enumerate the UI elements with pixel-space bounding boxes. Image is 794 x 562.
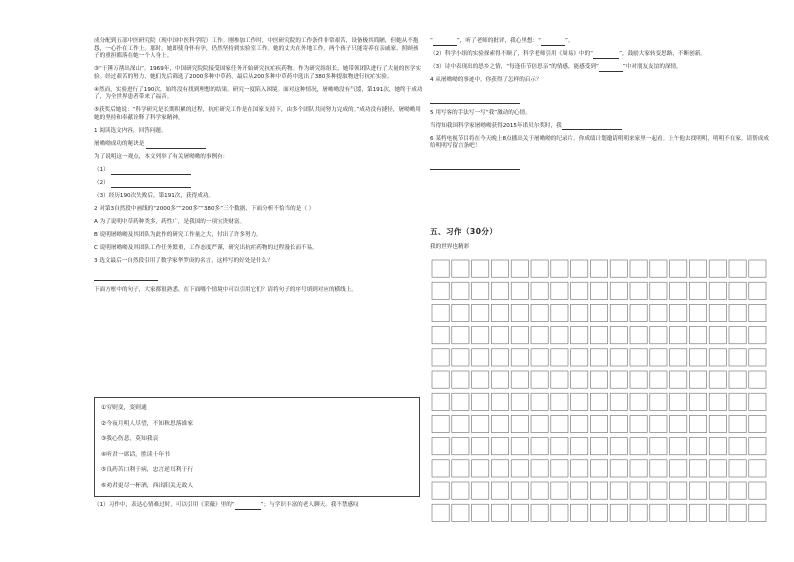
grid-cell[interactable]: [571, 504, 588, 521]
grid-cell[interactable]: [630, 415, 647, 432]
grid-cell[interactable]: [689, 438, 706, 455]
question-1-item-1: [94, 167, 424, 175]
grid-cell[interactable]: [491, 482, 508, 499]
passage-paragraph-3: ④然而，实验进行了190次，始终没有找到理想的结果。研究一度陷入困境。面对这种情况，屠呦呦没有气馁，第191次，她终于成功了，为全世界患者带来了福音。: [94, 86, 423, 101]
grid-cell[interactable]: [590, 349, 607, 366]
passage-paragraph-2: ③“干锤万凿出深山”。1969年，中国研究院院接受国家任务开始研究抗疟疾药物。作为研究组组长，她带领团队进行了大量的医学实验。经过艰苦的努力，她们先后筛选了2000多种中草药，最后从200多种中草药中选出了380多种提取物进行抗疟实验。: [94, 66, 422, 80]
grid-cell[interactable]: [511, 482, 528, 499]
grid-cell[interactable]: [610, 438, 627, 455]
question-1-line-1-text: 屠呦呦成功的秘诀是: [94, 140, 145, 147]
grid-cell[interactable]: [729, 415, 746, 432]
grid-cell[interactable]: [511, 349, 528, 366]
grid-cell[interactable]: [670, 415, 687, 432]
grid-cell[interactable]: [650, 482, 667, 499]
grid-cell[interactable]: [689, 282, 706, 299]
grid-cell[interactable]: [689, 327, 706, 344]
question-4: 4 从屠呦呦的事迹中，你获得了怎样的启示？: [430, 77, 542, 84]
grid-cell[interactable]: [630, 393, 647, 410]
option-b: B 说明屠呦呦及其团队为此作的研究工作量之大，付出了许多努力。: [94, 232, 262, 239]
grid-cell[interactable]: [491, 327, 508, 344]
grid-cell[interactable]: [551, 260, 568, 277]
quotation-item-4: ④听君一席话，胜读十年书: [101, 451, 170, 458]
grid-cell[interactable]: [630, 438, 647, 455]
answer-blank[interactable]: [430, 97, 520, 104]
grid-cell[interactable]: [590, 415, 607, 432]
question-4-sub-1-text-b: ”；与学识丰富的老人聊天，我不禁感叹: [260, 502, 359, 508]
question-1-item-3: （3）经历190次失败后，第191次，获得成功。: [94, 193, 215, 200]
grid-cell[interactable]: [551, 393, 568, 410]
grid-cell[interactable]: [531, 327, 548, 344]
grid-cell[interactable]: [729, 349, 746, 366]
grid-cell[interactable]: [432, 327, 449, 344]
question-6-answer-line: [430, 163, 770, 171]
grid-cell[interactable]: [452, 327, 469, 344]
grid-cell[interactable]: [650, 349, 667, 366]
grid-cell[interactable]: [610, 482, 627, 499]
grid-cell[interactable]: [491, 438, 508, 455]
grid-cell[interactable]: [472, 393, 489, 410]
grid-cell[interactable]: [551, 460, 568, 477]
grid-cell[interactable]: [590, 504, 607, 521]
grid-cell[interactable]: [729, 282, 746, 299]
grid-cell[interactable]: [749, 504, 766, 521]
question-4-sub-1: [94, 502, 424, 510]
grid-cell[interactable]: [729, 460, 746, 477]
grid-cell[interactable]: [472, 260, 489, 277]
grid-cell[interactable]: [670, 482, 687, 499]
grid-cell[interactable]: [590, 260, 607, 277]
grid-cell[interactable]: [670, 349, 687, 366]
grid-cell[interactable]: [551, 304, 568, 321]
grid-cell[interactable]: [571, 282, 588, 299]
grid-cell[interactable]: [670, 371, 687, 388]
grid-cell[interactable]: [749, 393, 766, 410]
grid-cell[interactable]: [551, 349, 568, 366]
grid-cell[interactable]: [590, 482, 607, 499]
grid-cell[interactable]: [432, 282, 449, 299]
grid-cell[interactable]: [491, 504, 508, 521]
grid-cell[interactable]: [472, 415, 489, 432]
item-number: （2）: [94, 180, 109, 187]
grid-cell[interactable]: [709, 460, 726, 477]
section-title: 五、习作（30分）: [430, 227, 498, 236]
passage-paragraph-1: 成分配到五部中医研究院（现中国中医科学院）工作。刚参加工作时，中医研究院的工作条件非常艰苦，设备极其简陋，但她从不抱怨，一心扑在工作上。那时，她即使身怀有孕，仍然坚持到实验室工作。她的丈夫在外地工作，两个孩子只能寄养在亲戚家，照顾孩子的重担都落在她一个人身上。: [94, 38, 419, 60]
grid-cell[interactable]: [491, 371, 508, 388]
writing-section: [430, 226, 770, 256]
grid-cell[interactable]: [650, 504, 667, 521]
grid-cell[interactable]: [491, 460, 508, 477]
grid-cell[interactable]: [531, 504, 548, 521]
question-6: 6 某档电视节目将在今天晚上8点播出关于屠呦呦的纪录片。你成绩计划邀请明明来家里一起看。上午他去找明明，明明不在家。请帮成成给明明写留言条吧！: [430, 135, 769, 150]
grid-cell[interactable]: [670, 260, 687, 277]
quotation-item-1: ①穷则变，变则通: [101, 405, 147, 411]
question-3: 3 选文最后一自然段引用了数学家华罗庚的名言，这样写的好处是什么？: [94, 258, 273, 265]
grid-cell[interactable]: [571, 482, 588, 499]
grid-cell[interactable]: [650, 282, 667, 299]
grid-cell[interactable]: [491, 415, 508, 432]
grid-cell[interactable]: [551, 371, 568, 388]
grid-cell[interactable]: [689, 415, 706, 432]
grid-cell[interactable]: [472, 504, 489, 521]
grid-cell[interactable]: [610, 393, 627, 410]
option-c: C 说明屠呦呦及其团队工作任务繁重，工作态度严谨，研究出抗疟药物的过程漫长而不易。: [94, 245, 318, 252]
grid-cell[interactable]: [670, 393, 687, 410]
grid-cell[interactable]: [432, 371, 449, 388]
grid-cell[interactable]: [630, 371, 647, 388]
grid-cell[interactable]: [729, 371, 746, 388]
grid-cell[interactable]: [531, 460, 548, 477]
grid-cell[interactable]: [630, 349, 647, 366]
grid-cell[interactable]: [689, 393, 706, 410]
grid-cell[interactable]: [709, 371, 726, 388]
question-4-sub-2: [430, 51, 770, 59]
answer-blank[interactable]: [111, 181, 191, 188]
grid-cell[interactable]: [452, 415, 469, 432]
grid-cell[interactable]: [491, 260, 508, 277]
quote-mark-close: ”。: [565, 38, 574, 44]
answer-blank[interactable]: [599, 65, 623, 72]
grid-cell[interactable]: [729, 482, 746, 499]
question-4-sub-3-text-b: ”中对朋友友谊的深情。: [622, 64, 682, 71]
grid-cell[interactable]: [531, 393, 548, 410]
grid-cell[interactable]: [531, 438, 548, 455]
question-2: 2 对第3自然段中画线的“2000多”“200多”“380多”三个数据，下面分析不恰当的是（ ）: [94, 206, 315, 213]
grid-cell[interactable]: [590, 327, 607, 344]
grid-cell[interactable]: [511, 282, 528, 299]
grid-cell[interactable]: [571, 260, 588, 277]
answer-blank[interactable]: [235, 503, 261, 510]
answer-blank[interactable]: [593, 52, 619, 59]
grid-cell[interactable]: [452, 260, 469, 277]
grid-cell[interactable]: [432, 460, 449, 477]
question-4-sub-2-text-b: ”，鼓励大家转变思路，不断创新。: [619, 51, 706, 58]
grid-cell[interactable]: [452, 482, 469, 499]
grid-cell[interactable]: [749, 460, 766, 477]
grid-cell[interactable]: [511, 304, 528, 321]
grid-cell[interactable]: [689, 260, 706, 277]
grid-cell[interactable]: [650, 260, 667, 277]
grid-cell[interactable]: [452, 504, 469, 521]
grid-cell[interactable]: [749, 282, 766, 299]
grid-cell[interactable]: [670, 327, 687, 344]
grid-cell[interactable]: [610, 282, 627, 299]
grid-cell[interactable]: [472, 482, 489, 499]
right-column: [430, 38, 770, 176]
passage-paragraph-4: ⑤获奖后她说：“科学研究是长期积累的过程，抗疟研究工作是在国家支持下，由多个团队共同努力完成的。”成功没有捷径，屠呦呦用她的坚持和奉献诠释了科学家精神。: [94, 107, 421, 121]
grid-cell[interactable]: [749, 349, 766, 366]
grid-cell[interactable]: [689, 482, 706, 499]
quotation-item-2: ②今夜月明人尽望，不知秋思落谁家: [101, 420, 194, 427]
grid-cell[interactable]: [491, 304, 508, 321]
grid-cell[interactable]: [670, 504, 687, 521]
grid-cell[interactable]: [571, 460, 588, 477]
grid-cell[interactable]: [472, 349, 489, 366]
grid-cell[interactable]: [571, 415, 588, 432]
grid-cell[interactable]: [472, 282, 489, 299]
grid-cell[interactable]: [729, 393, 746, 410]
question-4-intro: 下面方框中的句子，大家都很熟悉。在下面哪个情境中可以引用它们？请将句子的序号填到对应的横线上。: [94, 286, 357, 293]
grid-cell[interactable]: [571, 438, 588, 455]
grid-cell[interactable]: [472, 460, 489, 477]
grid-cell[interactable]: [709, 393, 726, 410]
question-4-sub-2-text-a: （2）科学小组的实验探索得不顺了，科学老师引用《周易》中的“: [430, 51, 594, 58]
grid-cell[interactable]: [689, 371, 706, 388]
writing-grid-svg[interactable]: [430, 258, 770, 524]
grid-cell[interactable]: [749, 260, 766, 277]
question-4-answer-line: [430, 97, 770, 105]
grid-cell[interactable]: [571, 371, 588, 388]
answer-blank[interactable]: [111, 168, 191, 175]
grid-cell[interactable]: [610, 304, 627, 321]
grid-cell[interactable]: [689, 304, 706, 321]
grid-cell[interactable]: [551, 438, 568, 455]
grid-cell[interactable]: [511, 438, 528, 455]
grid-cell[interactable]: [749, 415, 766, 432]
question-4-sub-3-text-a: （3）诗中表现出的思乡之情，“每逢佳节倍思亲”的情感，能感受到“: [430, 64, 599, 71]
grid-cell[interactable]: [531, 415, 548, 432]
grid-cell[interactable]: [610, 504, 627, 521]
grid-cell[interactable]: [551, 504, 568, 521]
grid-cell[interactable]: [551, 282, 568, 299]
grid-cell[interactable]: [630, 260, 647, 277]
grid-cell[interactable]: [749, 482, 766, 499]
grid-cell[interactable]: [511, 371, 528, 388]
grid-cell[interactable]: [630, 282, 647, 299]
grid-cell[interactable]: [650, 393, 667, 410]
essay-title: 我的世界也精彩: [430, 244, 470, 250]
grid-cell[interactable]: [709, 504, 726, 521]
grid-cell[interactable]: [650, 415, 667, 432]
writing-grid[interactable]: [430, 258, 770, 524]
grid-cell[interactable]: [630, 460, 647, 477]
answer-blank[interactable]: [562, 123, 622, 130]
question-1: 1 阅读选文内容，回答问题。: [94, 127, 167, 134]
grid-cell[interactable]: [590, 438, 607, 455]
question-5-prompt: [430, 123, 770, 131]
grid-cell[interactable]: [452, 304, 469, 321]
grid-cell[interactable]: [432, 304, 449, 321]
option-a: A 为了说明中草药种类多，药性广，是我国的一项宝贵财富。: [94, 219, 246, 226]
grid-cell[interactable]: [729, 260, 746, 277]
quotation-item-6: ⑥劝君更尽一杯酒，西出阳关无故人: [101, 482, 194, 489]
question-4-sub-3: [430, 64, 770, 72]
grid-cell[interactable]: [590, 393, 607, 410]
grid-cell[interactable]: [432, 504, 449, 521]
quotation-item-3: ③我心伤悲，莫知我哀: [101, 436, 159, 443]
question-1-item-2: [94, 180, 424, 188]
grid-cell[interactable]: [590, 371, 607, 388]
grid-cell[interactable]: [709, 438, 726, 455]
grid-cell[interactable]: [551, 482, 568, 499]
grid-cell[interactable]: [670, 304, 687, 321]
grid-cell[interactable]: [531, 260, 548, 277]
question-5: 5 用写客的手法写一写“我”激动的心情。: [430, 109, 531, 116]
grid-cell[interactable]: [571, 327, 588, 344]
quotation-box: [94, 397, 420, 497]
grid-cell[interactable]: [650, 460, 667, 477]
grid-cell[interactable]: [749, 327, 766, 344]
grid-cell[interactable]: [472, 371, 489, 388]
grid-cell[interactable]: [709, 327, 726, 344]
answer-blank[interactable]: [433, 39, 457, 46]
grid-cell[interactable]: [432, 349, 449, 366]
grid-cell[interactable]: [709, 415, 726, 432]
grid-cell[interactable]: [729, 438, 746, 455]
left-column: [94, 38, 424, 300]
grid-cell[interactable]: [729, 304, 746, 321]
grid-cell[interactable]: [610, 460, 627, 477]
item-number: （1）: [94, 167, 109, 174]
grid-cell[interactable]: [610, 371, 627, 388]
grid-cell[interactable]: [630, 304, 647, 321]
grid-cell[interactable]: [571, 349, 588, 366]
grid-cell[interactable]: [610, 260, 627, 277]
grid-cell[interactable]: [630, 327, 647, 344]
grid-cell[interactable]: [531, 282, 548, 299]
grid-cell[interactable]: [729, 504, 746, 521]
question-4-sub-1-cont: [430, 38, 770, 46]
grid-cell[interactable]: [749, 438, 766, 455]
grid-cell[interactable]: [709, 282, 726, 299]
grid-cell[interactable]: [452, 438, 469, 455]
grid-cell[interactable]: [689, 504, 706, 521]
grid-cell[interactable]: [491, 282, 508, 299]
grid-cell[interactable]: [630, 504, 647, 521]
grid-cell[interactable]: [650, 371, 667, 388]
grid-cell[interactable]: [491, 393, 508, 410]
grid-cell[interactable]: [432, 482, 449, 499]
grid-cell[interactable]: [670, 438, 687, 455]
grid-cell[interactable]: [511, 327, 528, 344]
grid-cell[interactable]: [749, 304, 766, 321]
grid-cell[interactable]: [610, 327, 627, 344]
grid-cell[interactable]: [670, 460, 687, 477]
grid-cell[interactable]: [709, 482, 726, 499]
quote-mark: “: [430, 38, 433, 44]
grid-cell[interactable]: [590, 282, 607, 299]
grid-cell[interactable]: [650, 304, 667, 321]
grid-cell[interactable]: [511, 415, 528, 432]
question-1-line-2: 为了说明这一观点，本文列举了有关屠呦呦的事例有：: [94, 154, 229, 161]
grid-cell[interactable]: [729, 327, 746, 344]
grid-cell[interactable]: [452, 393, 469, 410]
grid-cell[interactable]: [551, 415, 568, 432]
grid-cell[interactable]: [452, 371, 469, 388]
question-5-prompt-text: 当得知我国科学家屠呦呦获得2015年诺贝尔奖时，我: [430, 122, 562, 129]
question-1-line-1: [94, 141, 424, 149]
quotation-item-5: ⑤良药苦口利于病，忠言逆耳利于行: [101, 467, 194, 474]
grid-cell[interactable]: [511, 260, 528, 277]
grid-cell[interactable]: [709, 304, 726, 321]
grid-cell[interactable]: [650, 438, 667, 455]
grid-cell[interactable]: [630, 482, 647, 499]
grid-cell[interactable]: [452, 282, 469, 299]
answer-blank[interactable]: [94, 274, 158, 281]
grid-cell[interactable]: [590, 460, 607, 477]
grid-cell[interactable]: [491, 349, 508, 366]
grid-cell[interactable]: [511, 504, 528, 521]
grid-cell[interactable]: [571, 304, 588, 321]
grid-cell[interactable]: [432, 260, 449, 277]
grid-cell[interactable]: [531, 304, 548, 321]
question-4-sub-1-cont-text: ”，听了老师的批评，我心里想：“: [456, 38, 542, 44]
grid-cell[interactable]: [472, 327, 489, 344]
question-3-answer-line: [94, 274, 424, 282]
grid-cell[interactable]: [531, 349, 548, 366]
grid-cell[interactable]: [452, 460, 469, 477]
grid-cell[interactable]: [432, 438, 449, 455]
grid-cell[interactable]: [531, 371, 548, 388]
grid-cell[interactable]: [472, 304, 489, 321]
grid-cell[interactable]: [571, 393, 588, 410]
grid-cell[interactable]: [432, 393, 449, 410]
grid-cell[interactable]: [689, 460, 706, 477]
question-4-sub-1-text-a: （1）习作中，表达心情难过时，可以引用《采薇》里的“: [94, 502, 235, 508]
grid-cell[interactable]: [531, 482, 548, 499]
grid-cell[interactable]: [709, 349, 726, 366]
grid-cell[interactable]: [709, 260, 726, 277]
grid-cell[interactable]: [610, 349, 627, 366]
answer-blank[interactable]: [541, 39, 565, 46]
grid-cell[interactable]: [670, 282, 687, 299]
grid-cell[interactable]: [472, 438, 489, 455]
grid-cell[interactable]: [689, 349, 706, 366]
answer-blank[interactable]: [146, 142, 206, 149]
grid-cell[interactable]: [511, 460, 528, 477]
answer-blank[interactable]: [430, 163, 520, 170]
grid-cell[interactable]: [650, 327, 667, 344]
grid-cell[interactable]: [749, 371, 766, 388]
grid-cell[interactable]: [432, 415, 449, 432]
grid-cell[interactable]: [610, 415, 627, 432]
grid-cell[interactable]: [590, 304, 607, 321]
grid-cell[interactable]: [551, 327, 568, 344]
grid-cell[interactable]: [452, 349, 469, 366]
grid-cell[interactable]: [511, 393, 528, 410]
